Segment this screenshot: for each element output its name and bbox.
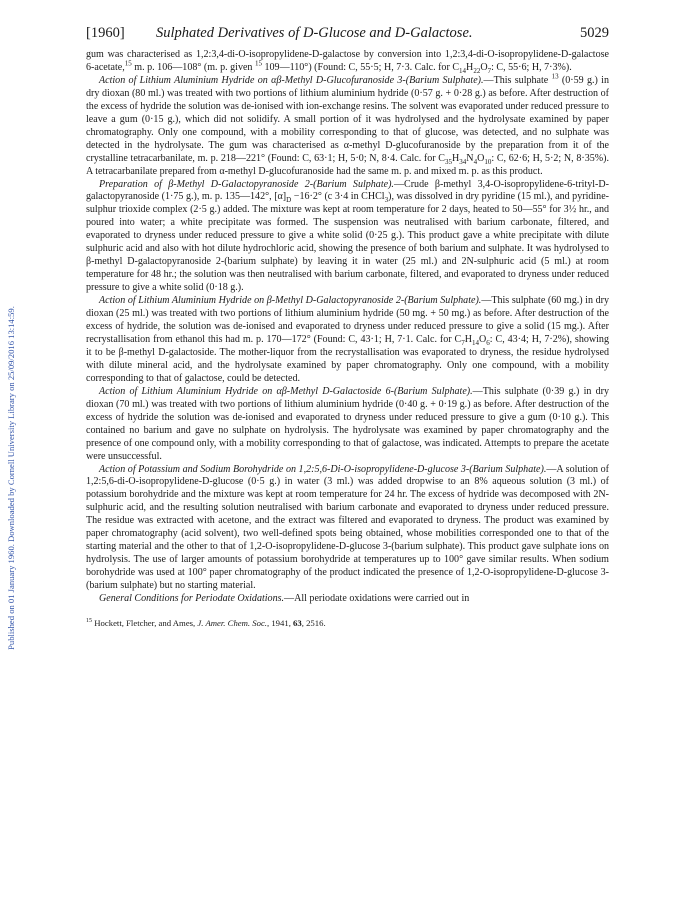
running-header — [86, 25, 609, 47]
section-heading: General Conditions for Periodate Oxidations. — [99, 593, 285, 605]
download-notice: Published on 01 January 1960. Downloaded by Cornell University Library on 25/09/2016 13:14:59. — [6, 306, 16, 650]
section-heading: Action of Lithium Aluminium Hydride on β-Methyl D-Galactopyranoside 2-(Barium Sulphate). — [99, 295, 482, 307]
section-heading: Action of Lithium Aluminium Hydride on αβ-Methyl D-Galactoside 6-(Barium Sulphate). — [99, 385, 473, 397]
footnote: $^{15}$ Hockett, Fletcher, and Ames, J. Amer. Chem. Soc., 1941, 63, 2516. — [86, 617, 326, 628]
download-watermark — [0, 0, 22, 912]
paragraph-continued: gum was characterised as 1,2:3,4-di-O-isopropylidene-D-galactose by conversion into 1,2:3,4-di-O-isopropylidene-D-galactose 6-acetate,$^{15}$ m. p. 106—108° (m. p. given $^{15}$ 109—110°) (Found: C, 55·5; H, 7·3. Calc. for $C_{14}H_{22}O_7$: C, 55·6; H, 7·3%). — [86, 49, 609, 75]
paragraph-galactopyranoside-preparation: Preparation of β-Methyl D-Galactopyranoside 2-(Barium Sulphate).—Crude β-methyl 3,4-O-isopropylidene-6-trityl-D-galactopyranoside (1·75 g.), m. p. 135—142°, $[\alpha]_D -16\cdot 2^\circ$ (c 3·4 in CHCl$_3$), was dissolved in dry pyridine (15 ml.), and pyridine-sulphur trioxide complex (2·5 g.) added. The mixture was kept at room temperature for 2 days, heated to 50—55° for 3½ hr., and poured into water; a white precipitate was formed. The suspension was neutralised with barium carbonate, filtered, and evaporated to dryness under reduced pressure to give a white solid (0·25 g.). This product gave a white precipitate with dilute sulphuric acid and also with hot dilute hydrochloric acid, showing the presence of both barium and sulphate. It was hydrolysed to β-methyl D-galactopyranoside 2-(barium sulphate) by leaving it in water (25 ml.) and 2N-sulphuric acid (5 ml.) at room temperature for 48 hr.; the solution was then neutralised with barium carbonate, filtered, and evaporated to dryness under reduced pressure to give a white solid (0·18 g.). — [86, 178, 610, 294]
paragraph-galactopyranoside-reduction: Action of Lithium Aluminium Hydride on β-Methyl D-Galactopyranoside 2-(Barium Sulphate).—This sulphate (60 mg.) in dry dioxan (25 ml.) was treated with two portions of lithium aluminium hydride (50 mg. + 50 mg.) as before. After destruction of the excess of hydride, the solution was de-ionised and evaporated to dryness under reduced pressure to give a solid (15 mg.). After recrystallisation from ethanol this had m. p. 170—172° (Found: C, 43·1; H, 7·1. Calc. for $C_7H_{14}O_6$: C, 43·4; H, 7·2%), showing it to be β-methyl D-galactoside. The mother-liquor from the recrystallisation was evaporated to dryness, the residue hydrolysed with dilute mineral acid, and the hydrolysate examined by paper chromatography. Only one compound, with a mobility corresponding to that of galactose, could be detected. — [86, 295, 609, 384]
paragraph-borohydride: Action of Potassium and Sodium Borohydride on 1,2:5,6-Di-O-isopropylidene-D-glucose 3-(Barium Sulphate).—A solution of 1,2:5,6-di-O-isopropylidene-D-glucose (0·5 g.) in water (3 ml.) was added dropwise to an 8% aqueous solution (3 ml.) of potassium borohydride and the mixture was kept at room temperature for 24 hr. The excess of hydride was decomposed with 2N-sulphuric acid, and the resulting solution neutralised with barium carbonate and evaporated to dryness under reduced pressure. The residue was extracted with acetone, and the extract was filtered and evaporated to dryness. The product was examined by paper chromatography (acid solvent), two well-defined spots being obtained, whose mobilities corresponded one to that of the starting material and the other to that of 1,2-O-isopropylidene-D-glucose 3-(barium sulphate). This product gave sulphate ions on hydrolysis. The use of larger amounts of potassium borohydride at temperatures up to 100° gave similar results. When sodium borohydride was used at 100° paper chromatography of the product indicated the presence of 1,2-O-isopropylidene-D-glucose 3-(barium sulphate) but no starting material. — [86, 463, 609, 592]
paragraph-periodate: General Conditions for Periodate Oxidations.—All periodate oxidations were carried out in — [99, 593, 470, 605]
page-number: 5029 — [580, 25, 609, 41]
footnote-number: 15 — [86, 618, 93, 625]
paper-page — [86, 25, 609, 629]
paragraph-galactoside-6-reduction: Action of Lithium Aluminium Hydride on αβ-Methyl D-Galactoside 6-(Barium Sulphate).—This sulphate (0·39 g.) in dry dioxan (70 ml.) was treated with two portions of lithium aluminium hydride (0·40 g. + 0·19 g.) as before. After destruction of the excess of hydride the solution was de-ionised and evaporated to dryness under reduced pressure to give a gum (0·10 g.). This contained no barium and gave no sulphate on hydrolysis. The hydrolysate was examined by paper chromatography and the presence of one compound only, with a mobility corresponding to that of galactose, was indicated. Attempts to prepare the acetate were unsuccessful. — [86, 385, 609, 462]
section-heading: Action of Potassium and Sodium Borohydride on 1,2:5,6-Di-O-isopropylidene-D-glucose 3-(Barium Sulphate). — [99, 463, 547, 475]
header-year: [1960] — [86, 25, 125, 41]
section-heading: Preparation of β-Methyl D-Galactopyranoside 2-(Barium Sulphate). — [99, 178, 394, 190]
header-title: Sulphated Derivatives of D-Glucose and D-Galactose. — [156, 25, 473, 41]
paragraph-glucofuranoside-reduction: Action of Lithium Aluminium Hydride on αβ-Methyl D-Glucofuranoside 3-(Barium Sulphate).—This sulphate $^{13}$ (0·59 g.) in dry dioxan (80 ml.) was treated with two portions of lithium aluminium hydride (0·57 g. + 0·28 g.) as before. After destruction of the excess of hydride the solution was de-ionised with ion-exchange resins. The solvent was evaporated under reduced pressure to leave a gum (0·15 g.), which did not solidify. A small portion of it was hydrolysed and the hydrolysate examined by paper chromatography. Only one compound, with a mobility corresponding to that of glucose, was detected, and no sulphate was detected in the hydrolysate. The gum was characterised as α-methyl D-glucofuranoside by the preparation from it of the crystalline tetracarbanilate, m. p. 218—221° (Found: C, 63·1; H, 5·0; N, 8·4. Calc. for $C_{35}H_{34}N_4O_{10}$: C, 62·6; H, 5·2; N, 8·35%). A tetracarbanilate prepared from α-methyl D-glucofuranoside had the same m. p. and mixed m. p. as this product. — [86, 72, 609, 177]
article-body — [86, 49, 609, 629]
section-heading: Action of Lithium Aluminium Hydride on αβ-Methyl D-Glucofuranoside 3-(Barium Sulphate). — [99, 74, 484, 86]
